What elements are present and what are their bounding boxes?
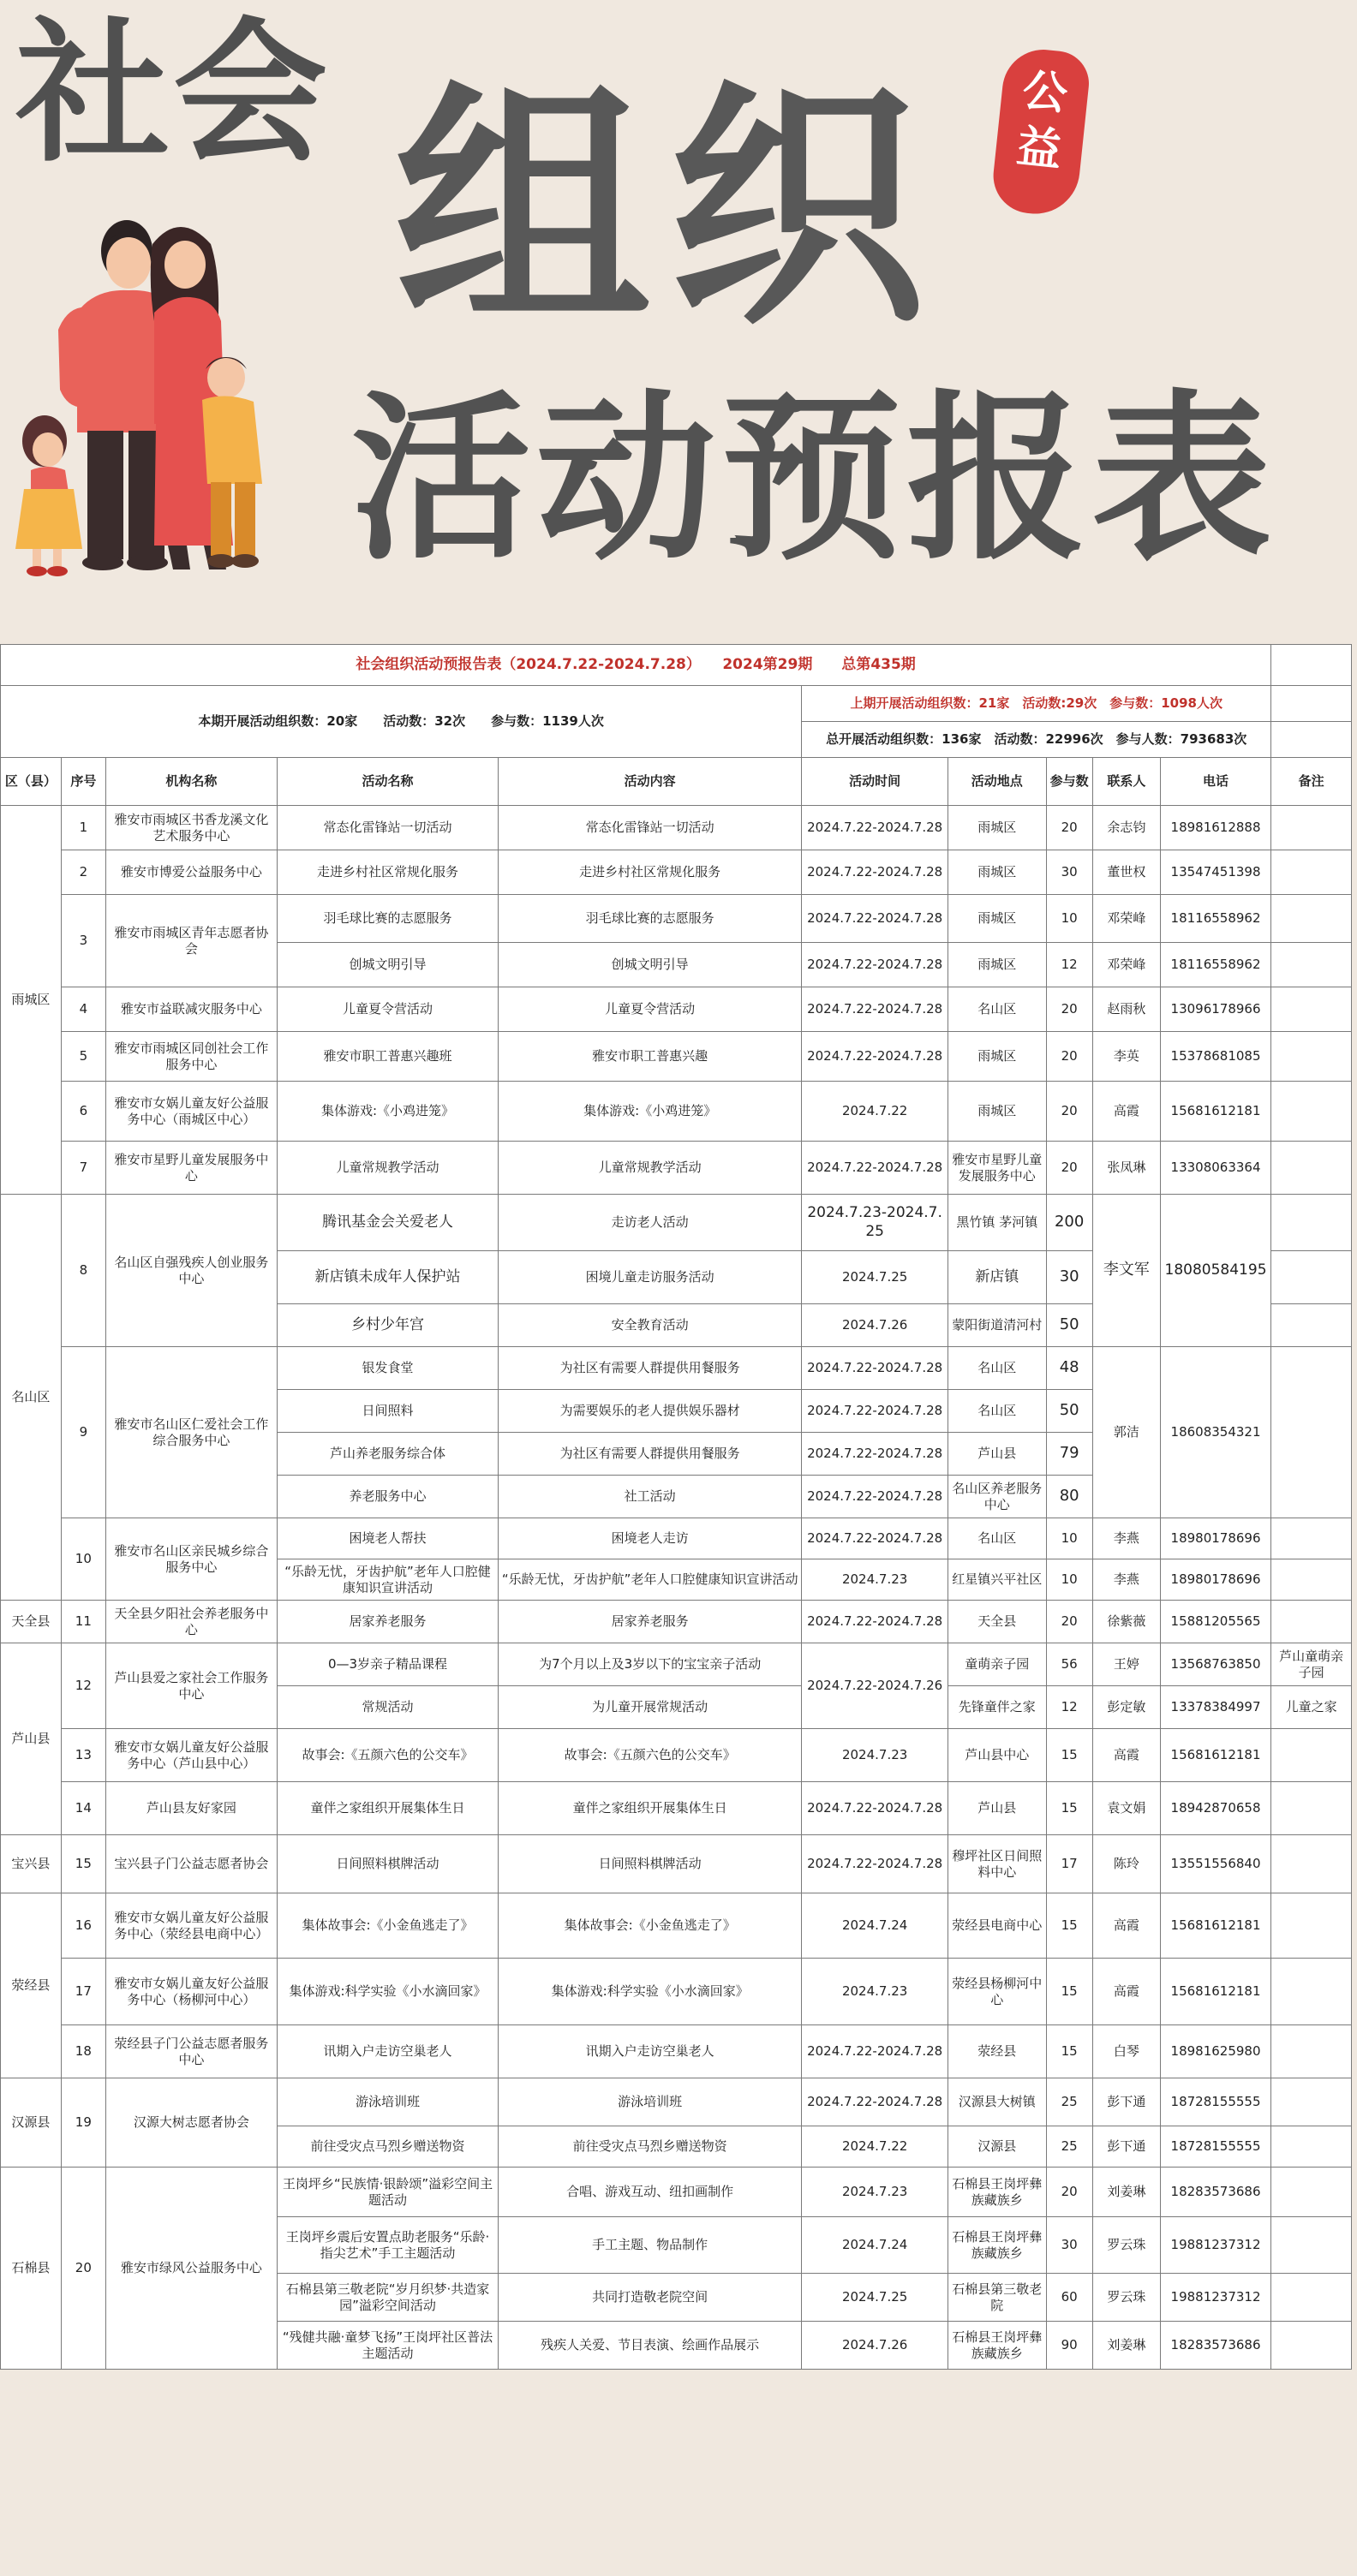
header-count: 参与数 (1046, 758, 1092, 806)
header-no: 序号 (61, 758, 105, 806)
summary-row-1 (1, 686, 1352, 722)
district-cell: 雨城区 (1, 806, 62, 1195)
table-row: 宝兴县 15 宝兴县子门公益志愿者协会 日间照料棋牌活动 日间照料棋牌活动 2024.7.22-2024.7.28 穆坪社区日间照料中心 17 陈玲 13551556840 (1, 1835, 1352, 1893)
table-row: 石棉县第三敬老院“岁月织梦·共造家园”溢彩空间活动 共同打造敬老院空间 2024.7.25 石棉县第三敬老院 60 罗云珠 19881237312 (1, 2274, 1352, 2322)
family-illustration (9, 210, 283, 587)
header-note: 备注 (1271, 758, 1352, 806)
table-row: 芦山养老服务综合体 为社区有需要人群提供用餐服务 2024.7.22-2024.7.28 芦山县 79 (1, 1433, 1352, 1476)
table-row: “乐龄无忧，牙齿护航”老年人口腔健康知识宣讲活动 “乐龄无忧，牙齿护航”老年人口腔健康知识宣讲活动 2024.7.23 红星镇兴平社区 10 李燕 18980178696 (1, 1559, 1352, 1601)
table-row: 新店镇未成年人保护站 困境儿童走访服务活动 2024.7.25 新店镇 30 (1, 1251, 1352, 1304)
hero-title-line2: 组织 (394, 60, 942, 359)
table-row: 芦山县 12 芦山县爱之家社会工作服务中心 0—3岁亲子精品课程 为7个月以上及3岁以下的宝宝亲子活动 2024.7.22-2024.7.26 童萌亲子园 56 王婷 13568763850 芦山童萌亲子园 (1, 1643, 1352, 1686)
hero-banner (0, 0, 1357, 634)
table-row: 王岗坪乡震后安置点助老服务“乐龄·指尖艺术”手工主题活动 手工主题、物品制作 2024.7.24 石棉县王岗坪彝族藏族乡 30 罗云珠 19881237312 (1, 2217, 1352, 2274)
table-row: 日间照料 为需要娱乐的老人提供娱乐器材 2024.7.22-2024.7.28 名山区 50 (1, 1390, 1352, 1433)
table-row: 3 雅安市雨城区青年志愿者协会 羽毛球比赛的志愿服务 羽毛球比赛的志愿服务 2024.7.22-2024.7.28 雨城区 10 邓荣峰 18116558962 (1, 895, 1352, 943)
table-row: 养老服务中心 社工活动 2024.7.22-2024.7.28 名山区养老服务中心 80 (1, 1476, 1352, 1518)
summary-last-period: 上期开展活动组织数：21家 活动数:29次 参与数：1098人次 (802, 686, 1271, 722)
table-row: 14 芦山县友好家园 童伴之家组织开展集体生日 童伴之家组织开展集体生日 2024.7.22-2024.7.28 芦山县 15 袁文娟 18942870658 (1, 1782, 1352, 1835)
district-cell: 名山区 (1, 1195, 62, 1601)
header-contact: 联系人 (1092, 758, 1160, 806)
district-cell: 宝兴县 (1, 1835, 62, 1893)
district-cell: 荥经县 (1, 1893, 62, 2078)
table-row: 13 雅安市女娲儿童友好公益服务中心（芦山县中心） 故事会:《五颜六色的公交车》 故事会:《五颜六色的公交车》 2024.7.23 芦山县中心 15 高霞 15681612181 (1, 1729, 1352, 1782)
header-activity: 活动名称 (277, 758, 498, 806)
activity-forecast-table-container (0, 644, 1352, 2370)
district-cell: 石棉县 (1, 2168, 62, 2370)
header-district: 区（县） (1, 758, 62, 806)
table-row: 常规活动 为儿童开展常规活动 先锋童伴之家 12 彭定敏 13378384997 儿童之家 (1, 1686, 1352, 1729)
table-row: 名山区 8 名山区自强残疾人创业服务中心 腾讯基金会关爱老人 走访老人活动 2024.7.23-2024.7.25 黑竹镇 茅河镇 200 李文军 18080584195 (1, 1195, 1352, 1251)
table-row: 4 雅安市益联减灾服务中心 儿童夏令营活动 儿童夏令营活动 2024.7.22-2024.7.28 名山区 20 赵雨秋 13096178966 (1, 987, 1352, 1032)
table-row: 17 雅安市女娲儿童友好公益服务中心（杨柳河中心） 集体游戏:科学实验《小水滴回家》 集体游戏:科学实验《小水滴回家》 2024.7.23 荥经县杨柳河中心 15 高霞 15681612181 (1, 1959, 1352, 2025)
table-row: 5 雅安市雨城区同创社会工作服务中心 雅安市职工普惠兴趣班 雅安市职工普惠兴趣 2024.7.22-2024.7.28 雨城区 20 李英 15378681085 (1, 1032, 1352, 1082)
table-row: 创城文明引导 创城文明引导 2024.7.22-2024.7.28 雨城区 12 邓荣峰 18116558962 (1, 943, 1352, 987)
header-time: 活动时间 (802, 758, 948, 806)
summary-current-period: 本期开展活动组织数：20家 活动数：32次 参与数：1139人次 (1, 686, 802, 758)
table-row: 乡村少年宫 安全教育活动 2024.7.26 蒙阳街道清河村 50 (1, 1304, 1352, 1347)
table-row: 前往受灾点马烈乡赠送物资 前往受灾点马烈乡赠送物资 2024.7.22 汉源县 25 彭下通 18728155555 (1, 2126, 1352, 2168)
table-row: 石棉县 20 雅安市绿风公益服务中心 王岗坪乡“民族情·银龄颂”溢彩空间主题活动 合唱、游戏互动、纽扣画制作 2024.7.23 石棉县王岗坪彝族藏族乡 20 刘姜琳 18283573686 (1, 2168, 1352, 2217)
table-row: 6 雅安市女娲儿童友好公益服务中心（雨城区中心） 集体游戏:《小鸡进笼》 集体游戏:《小鸡进笼》 2024.7.22 雨城区 20 高霞 15681612181 (1, 1082, 1352, 1142)
district-cell: 汉源县 (1, 2078, 62, 2168)
table-header-row (1, 758, 1352, 806)
table-title-row (1, 645, 1352, 686)
table-row: 9 雅安市名山区仁爱社会工作综合服务中心 银发食堂 为社区有需要人群提供用餐服务 2024.7.22-2024.7.28 名山区 48 郭洁 18608354321 (1, 1347, 1352, 1390)
hero-title-line3: 活动预报表 (351, 374, 1277, 584)
table-row: 荥经县 16 雅安市女娲儿童友好公益服务中心（荥经县电商中心） 集体故事会:《小金鱼逃走了》 集体故事会:《小金鱼逃走了》 2024.7.24 荥经县电商中心 15 高霞 15681612181 (1, 1893, 1352, 1959)
table-row: “残健共融·童梦飞扬”王岗坪社区普法主题活动 残疾人关爱、节目表演、绘画作品展示 2024.7.26 石棉县王岗坪彝族藏族乡 90 刘姜琳 18283573686 (1, 2322, 1352, 2370)
summary-total: 总开展活动组织数：136家 活动数：22996次 参与人数：793683次 (802, 722, 1271, 758)
table-title: 社会组织活动预报告表（2024.7.22-2024.7.28） 2024第29期 总第435期 (1, 645, 1271, 686)
header-phone: 电话 (1160, 758, 1270, 806)
header-org: 机构名称 (105, 758, 277, 806)
header-content: 活动内容 (499, 758, 802, 806)
hero-title-line1: 社会 (15, 4, 332, 183)
table-row: 雨城区 1 雅安市雨城区书香龙溪文化艺术服务中心 常态化雷锋站一切活动 常态化雷锋站一切活动 2024.7.22-2024.7.28 雨城区 20 余志钧 18981612888 (1, 806, 1352, 850)
district-cell: 天全县 (1, 1601, 62, 1643)
table-row: 10 雅安市名山区亲民城乡综合服务中心 困境老人帮扶 困境老人走访 2024.7.22-2024.7.28 名山区 10 李燕 18980178696 (1, 1518, 1352, 1559)
table-row: 天全县 11 天全县夕阳社会养老服务中心 居家养老服务 居家养老服务 2024.7.22-2024.7.28 天全县 20 徐紫薇 15881205565 (1, 1601, 1352, 1643)
table-row: 汉源县 19 汉源大树志愿者协会 游泳培训班 游泳培训班 2024.7.22-2024.7.28 汉源县大树镇 25 彭下通 18728155555 (1, 2078, 1352, 2126)
district-cell: 芦山县 (1, 1643, 62, 1835)
table-row: 18 荥经县子门公益志愿者服务中心 讯期入户走访空巢老人 讯期入户走访空巢老人 2024.7.22-2024.7.28 荥经县 15 白琴 18981625980 (1, 2025, 1352, 2078)
table-row: 2 雅安市博爱公益服务中心 走进乡村社区常规化服务 走进乡村社区常规化服务 2024.7.22-2024.7.28 雨城区 30 董世权 13547451398 (1, 850, 1352, 895)
table-row: 7 雅安市星野儿童发展服务中心 儿童常规教学活动 儿童常规教学活动 2024.7.22-2024.7.28 雅安市星野儿童发展服务中心 20 张凤琳 13308063364 (1, 1142, 1352, 1195)
activity-forecast-table (0, 644, 1352, 2370)
charity-seal-stamp: 公 益 (989, 45, 1092, 218)
header-place: 活动地点 (948, 758, 1047, 806)
